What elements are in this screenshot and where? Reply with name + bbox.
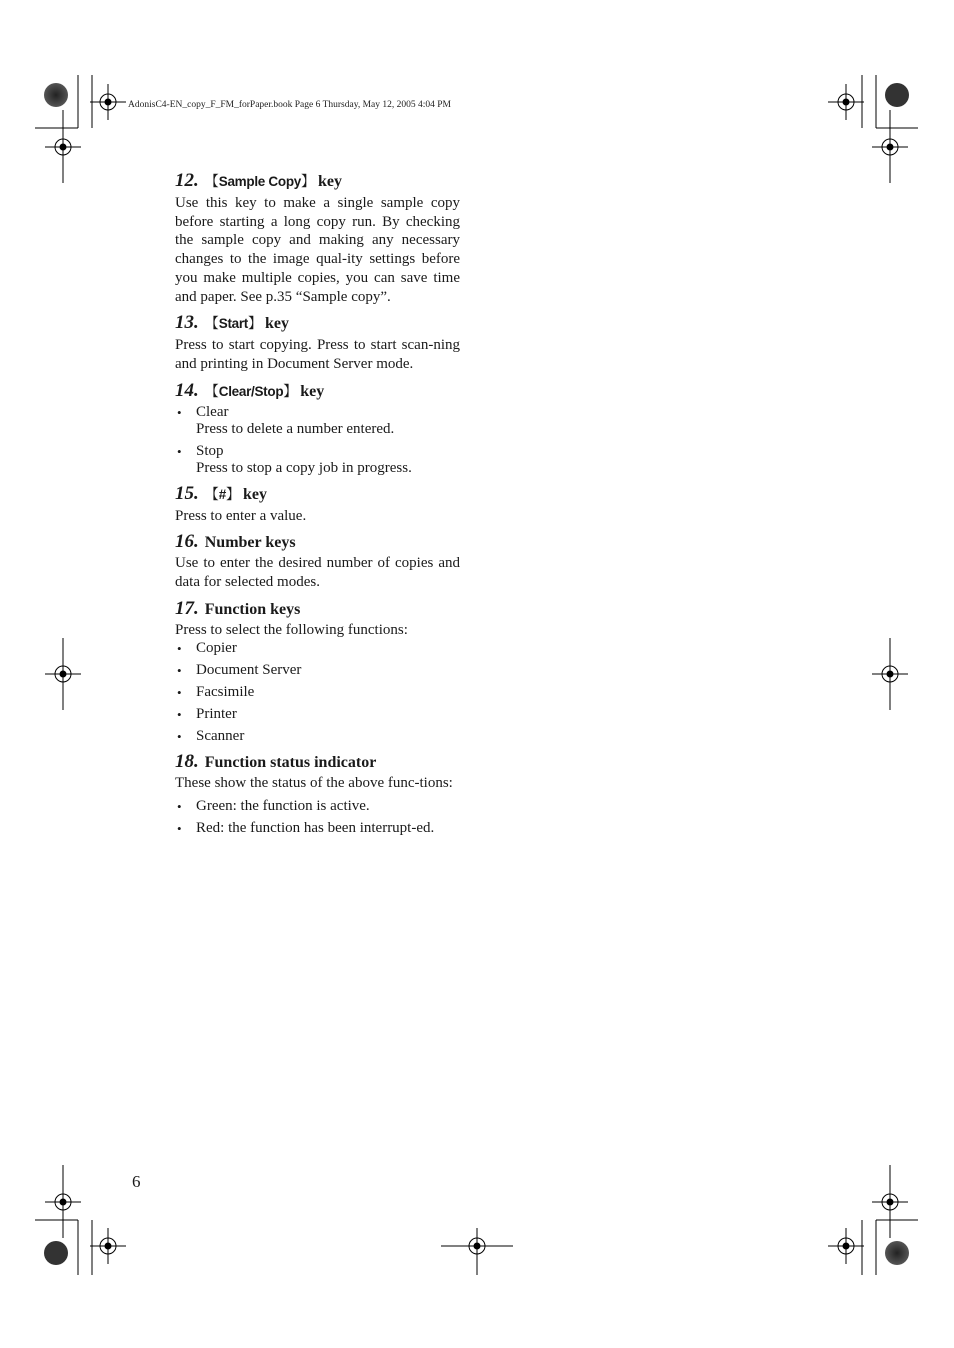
bullet-detail: Press to delete a number entered.: [196, 420, 395, 437]
list-item: [175, 820, 460, 837]
section-body: These show the status of the above func-tions:: [175, 774, 453, 791]
key-name: Clear/Stop: [218, 383, 284, 399]
section-body: Use this key to make a single sample copy before starting a long copy run. By checking the sample copy and making any necessary changes to the image qual-ity settings before you make multiple copies, you can save time and paper. See p.35 “Sample copy”.: [175, 195, 460, 305]
bullet-list: [175, 404, 460, 477]
section-number: 16.: [175, 531, 199, 553]
section-title: [175, 598, 460, 620]
bullet-label: Stop: [196, 442, 224, 459]
list-item: [175, 404, 460, 438]
section-body: Press to select the following functions:: [175, 621, 408, 638]
status-list: [175, 798, 460, 837]
section-number: 17.: [175, 597, 199, 619]
bullet-icon: •: [177, 821, 182, 837]
bullet-icon: •: [177, 663, 182, 679]
key-name: Sample Copy: [218, 174, 301, 189]
bullet-detail: Press to stop a copy job in progress.: [196, 459, 412, 476]
bullet-icon: •: [177, 404, 182, 420]
key-bracket-close: 】: [225, 486, 240, 503]
section-start-key: [175, 312, 460, 373]
section-sample-copy-key: [175, 170, 460, 306]
function-item: Scanner: [196, 727, 245, 744]
section-title-text: Number keys: [204, 534, 296, 552]
section-body: Use to enter the desired number of copies and data for selected modes.: [175, 555, 460, 591]
function-list: [175, 640, 460, 744]
page-number: 6: [132, 1172, 141, 1191]
section-number: 15.: [175, 482, 199, 504]
starburst-icon: [44, 83, 68, 107]
section-title-text: Function status indicator: [204, 753, 377, 771]
bullet-icon: •: [177, 728, 182, 744]
starburst-icon: [885, 1241, 909, 1265]
file-info-header: AdonisC4-EN_copy_F_FM_forPaper.book Page 6 Thursday, May 12, 2005 4:04 PM: [128, 100, 451, 110]
list-item: [175, 706, 460, 723]
list-item: [175, 443, 460, 477]
key-bracket-open: 【: [204, 174, 219, 190]
section-number: 12.: [175, 170, 199, 191]
bullet-label: Clear: [196, 403, 229, 420]
function-item: Facsimile: [196, 684, 255, 701]
page-content: [175, 170, 460, 843]
bullet-icon: •: [177, 706, 182, 722]
section-hash-key: [175, 483, 460, 526]
section-number: 14.: [175, 379, 199, 401]
section-clear-stop-key: [175, 380, 460, 477]
solid-disc-icon: [885, 83, 909, 107]
section-title: [175, 170, 460, 193]
bullet-icon: •: [177, 443, 182, 459]
key-name: #: [218, 486, 226, 502]
section-number-keys: [175, 531, 460, 591]
section-title: [175, 312, 460, 335]
function-item: Document Server: [196, 662, 302, 679]
bullet-icon: •: [177, 799, 182, 815]
status-item: Green: the function is active.: [196, 798, 370, 815]
key-suffix: key: [265, 315, 290, 333]
list-item: [175, 640, 460, 657]
section-function-status-indicator: [175, 751, 460, 838]
key-suffix: key: [300, 382, 325, 400]
bullet-icon: •: [177, 641, 182, 657]
list-item: [175, 728, 460, 745]
list-item: [175, 798, 460, 815]
key-bracket-close: 】: [248, 316, 263, 333]
section-function-keys: [175, 598, 460, 745]
section-body: Press to enter a value.: [175, 507, 307, 524]
bullet-icon: •: [177, 685, 182, 701]
list-item: [175, 662, 460, 679]
key-name: Start: [218, 316, 249, 332]
function-item: Copier: [196, 640, 237, 657]
solid-disc-icon: [44, 1241, 68, 1265]
key-bracket-open: 【: [204, 383, 219, 400]
key-bracket-close: 】: [300, 174, 315, 190]
section-body: Press to start copying. Press to start scan-ning and printing in Document Server mode.: [175, 337, 460, 372]
key-suffix: key: [317, 173, 342, 190]
section-title: [175, 380, 460, 403]
section-title: [175, 483, 460, 506]
section-title: [175, 531, 460, 553]
section-number: 18.: [175, 750, 199, 772]
list-item: [175, 684, 460, 701]
key-bracket-open: 【: [204, 316, 219, 333]
key-bracket-close: 】: [283, 383, 298, 400]
function-item: Printer: [196, 705, 237, 722]
status-item: Red: the function has been interrupt-ed.: [196, 820, 435, 837]
section-number: 13.: [175, 312, 199, 334]
section-title: [175, 751, 460, 773]
key-suffix: key: [242, 485, 267, 503]
section-title-text: Function keys: [204, 600, 301, 618]
key-bracket-open: 【: [204, 486, 219, 503]
